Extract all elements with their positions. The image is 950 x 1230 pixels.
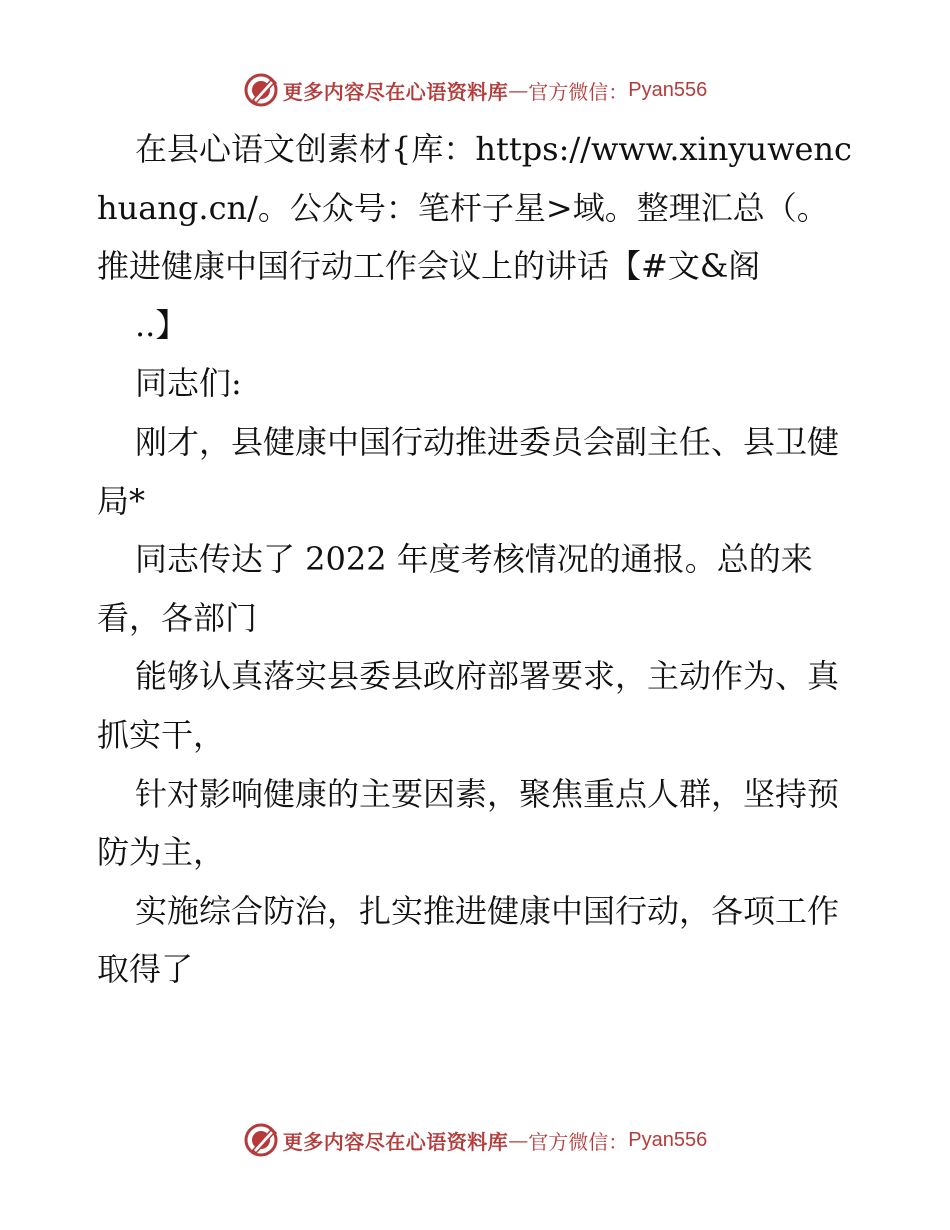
footer-banner [0,1120,950,1160]
paragraph-5: 同志传达了 2022 年度考核情况的通报。总的来看，各部门 [97,540,813,637]
paragraph-8: 实施综合防治，扎实推进健康中国行动，各项工作取得了 [97,891,840,989]
paragraph-1: 在县心语文创素材{库：https://www.xinyuwenchuang.cn/。公众号：笔杆子星>域。整理汇总（。推进健康中国行动工作会议上的讲话【#文&阁 [97,130,852,286]
header-banner [0,70,950,110]
header-wechat-label: 官方微信： [528,79,629,104]
paragraph-4: 刚才，县健康中国行动推进委员会副主任、县卫健局* [97,422,840,520]
header-site-text: 更多内容尽在心语资料库 [282,79,509,104]
paragraph-6: 能够认真落实县委县政府部署要求，主动作为、真抓实干， [97,657,840,754]
footer-site-text: 更多内容尽在心语资料库 [282,1129,509,1154]
footer-dash: — [508,1128,529,1152]
footer-wechat-id: Pyan556 [628,1128,708,1151]
paragraph-2: ..】 [135,305,188,344]
pen-logo-icon [243,1122,279,1158]
document-body [97,120,857,999]
header-dash: — [508,78,529,102]
pen-logo-icon [243,72,279,108]
paragraph-7: 针对影响健康的主要因素，聚焦重点人群，坚持预防为主， [97,774,840,872]
footer-wechat-label: 官方微信： [528,1129,629,1154]
paragraph-3: 同志们: [135,364,242,403]
header-wechat-id: Pyan556 [628,78,708,101]
